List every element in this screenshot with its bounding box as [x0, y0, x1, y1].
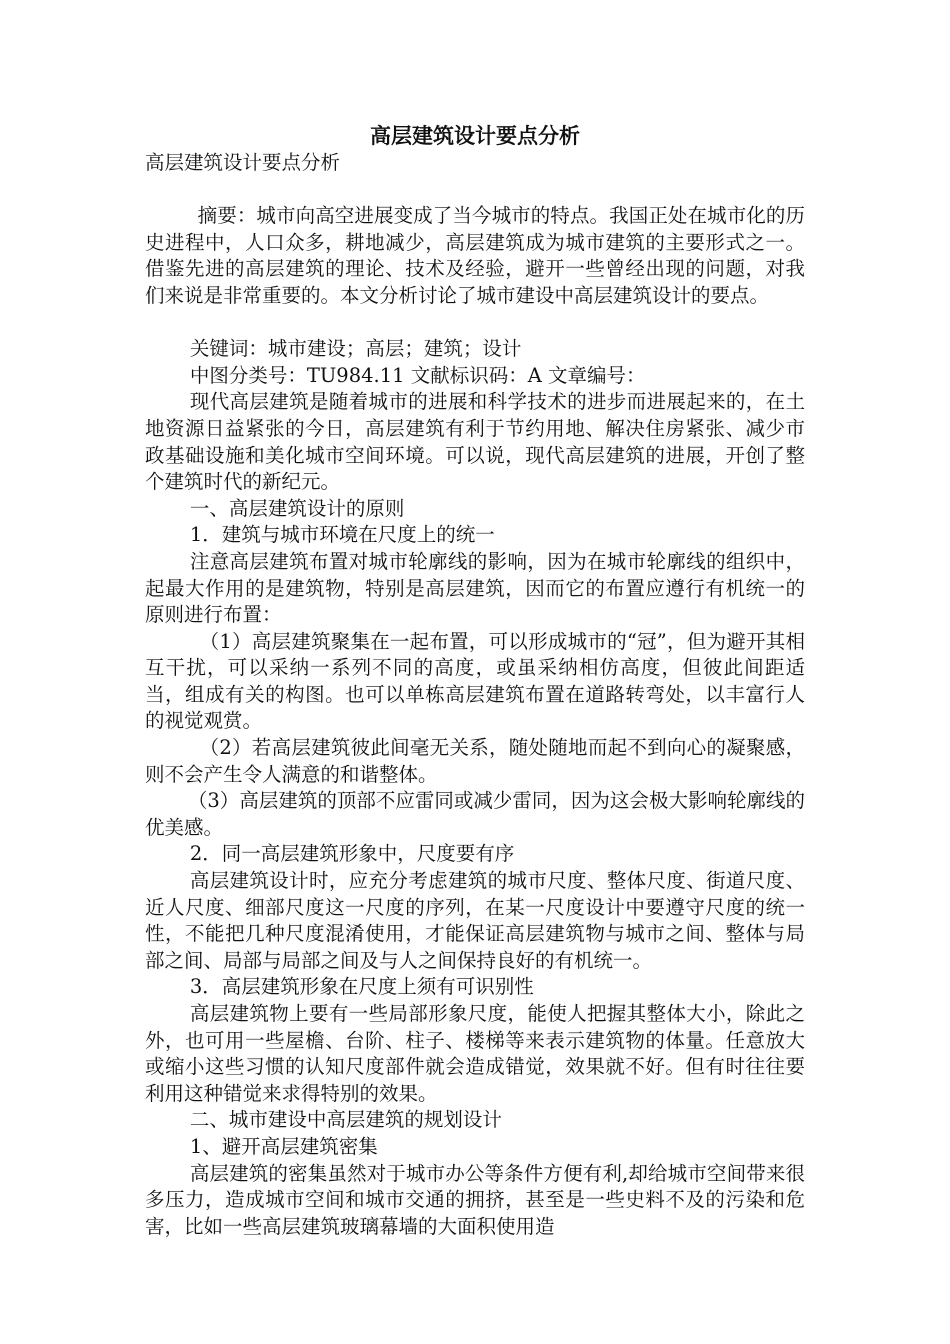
- body-paragraph: 高层建筑物上要有一些局部形象尺度，能使人把握其整体大小，除此之外，也可用一些屋檐、台阶、柱子、楼梯等来表示建筑物的体量。任意放大或缩小这些习惯的认知尺度部件就会造成错觉，效果就不好。但有时往往要利用这种错觉来求得特别的效果。: [145, 1002, 805, 1105]
- subsection-heading: 1．建筑与城市环境在尺度上的统一: [189, 523, 495, 547]
- document-title: 高层建筑设计要点分析: [370, 123, 580, 148]
- document-subtitle: 高层建筑设计要点分析: [145, 151, 341, 174]
- subsection-heading: 1、避开高层建筑密集: [189, 1134, 378, 1158]
- blank-line: [145, 310, 805, 337]
- abstract-paragraph: 摘要：城市向高空进展变成了当今城市的特点。我国正处在城市化的历史进程中，人口众多，耕地减少，高层建筑成为城市建筑的主要形式之一。借鉴先进的高层建筑的理论、技术及经验，避开一些曾经出现的问题，对我们来说是非常重要的。本文分析讨论了城市建设中高层建筑设计的要点。: [145, 204, 805, 307]
- body-paragraph: 现代高层建筑是随着城市的进展和科学技术的进步而进展起来的，在土地资源日益紧张的今日，高层建筑有利于节约用地、解决住房紧张、减少市政基础设施和美化城市空间环境。可以说，现代高层建筑的进展，开创了整个建筑时代的新纪元。: [145, 390, 805, 494]
- list-item-paragraph: （3）高层建筑的顶部不应雷同或减少雷同，因为这会极大影响轮廓线的优美感。: [145, 789, 805, 839]
- classification-line: 中图分类号：TU984.11 文献标识码：A 文章编号：: [189, 363, 646, 387]
- keywords-line: 关键词：城市建设；高层；建筑；设计: [189, 337, 522, 361]
- body-paragraph: 高层建筑设计时，应充分考虑建筑的城市尺度、整体尺度、街道尺度、近人尺度、细部尺度这一尺度的序列，在某一尺度设计中要遵守尺度的统一性，不能把几种尺度混淆使用，才能保证高层建筑物与城市之间、整体与局部之间、局部与局部之间及与人之间保持良好的有机统一。: [145, 869, 805, 972]
- body-paragraph: 高层建筑的密集虽然对于城市办公等条件方便有利,却给城市空间带来很多压力，造成城市空间和城市交通的拥挤，甚至是一些史料不及的污染和危害，比如一些高层建筑玻璃幕墙的大面积使用造: [145, 1161, 805, 1238]
- subsection-heading: 2．同一高层建筑形象中，尺度要有序: [189, 842, 515, 866]
- blank-line: [145, 177, 805, 204]
- list-item-paragraph: （2）若高层建筑彼此间毫无关系，随处随地而起不到向心的凝聚感，则不会产生令人满意的和谐整体。: [145, 736, 805, 786]
- document-body: [145, 150, 805, 1240]
- section-heading: 一、高层建筑设计的原则: [189, 496, 405, 520]
- section-heading: 二、城市建设中高层建筑的规划设计: [189, 1108, 502, 1132]
- list-item-paragraph: （1）高层建筑聚集在一起布置，可以形成城市的“冠”，但为避开其相互干扰，可以采纳一系列不同的高度，或虽采纳相仿高度，但彼此间距适当，组成有关的构图。也可以单栋高层建筑布置在道路转弯处，以丰富行人的视觉观赏。: [145, 629, 805, 733]
- body-paragraph: 注意高层建筑布置对城市轮廓线的影响，因为在城市轮廓线的组织中，起最大作用的是建筑物，特别是高层建筑，因而它的布置应遵行有机统一的原则进行布置：: [145, 549, 805, 627]
- subsection-heading: 3．高层建筑形象在尺度上须有可识别性: [189, 975, 534, 999]
